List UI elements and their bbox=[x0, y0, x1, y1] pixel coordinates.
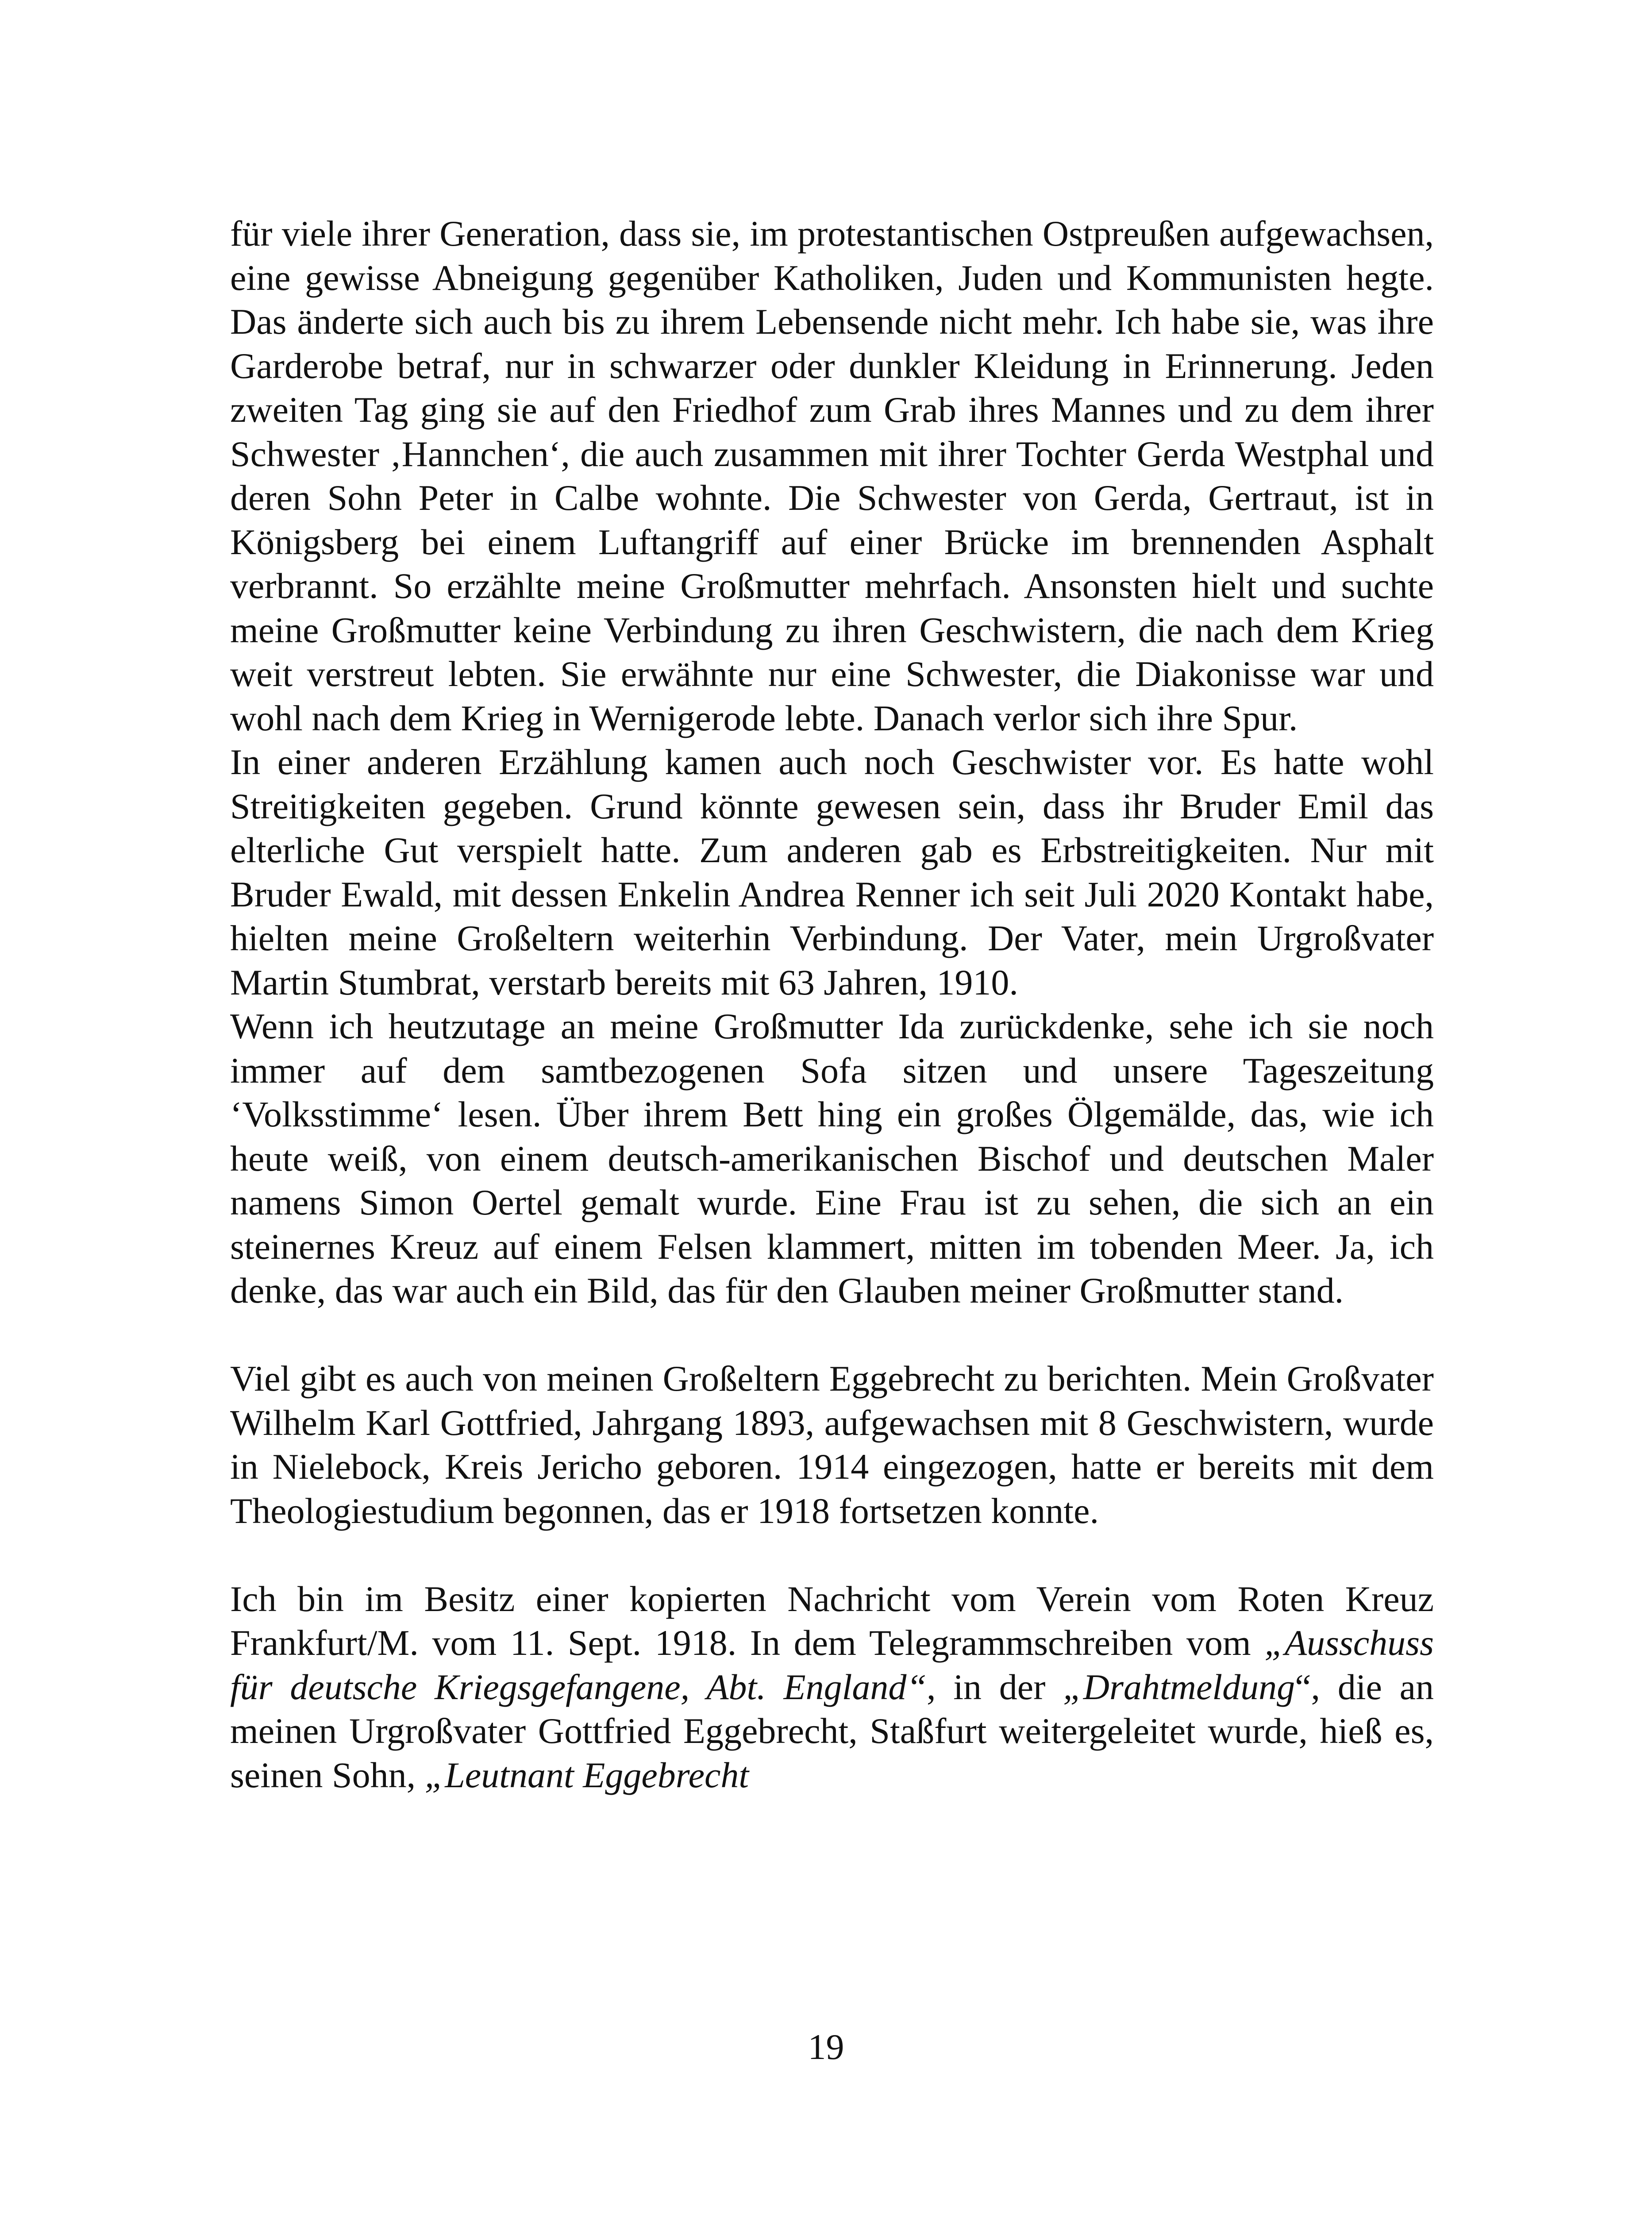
paragraph-1: für viele ihrer Generation, dass sie, im protestantischen Ostpreußen aufgewachsen, eine gewisse Abneigung gegenüber Katholiken, Juden und Kommunisten hegte. Das änderte sich auch bis zu ihrem Lebensende nicht mehr. Ich habe sie, was ihre Garderobe betraf, nur in schwarzer oder dunkler Kleidung in Erinnerung. Jeden zweiten Tag ging sie auf den Friedhof zum Grab ihres Mannes und zu dem ihrer Schwester ‚Hannchen‘, die auch zusammen mit ihrer Tochter Gerda Westphal und deren Sohn Peter in Calbe wohnte. Die Schwester von Gerda, Gertraut, ist in Königsberg bei einem Luftangriff auf einer Brücke im brennenden Asphalt verbrannt. So erzählte meine Großmutter mehrfach. Ansonsten hielt und suchte meine Großmutter keine Verbindung zu ihren Geschwistern, die nach dem Krieg weit verstreut lebten. Sie erwähnte nur eine Schwester, die Diakonisse war und wohl nach dem Krieg in Wernigerode lebte. Danach verlor sich ihre Spur. bbox=[230, 213, 1434, 738]
paragraph-gap bbox=[230, 1533, 1434, 1577]
page-number: 19 bbox=[808, 2027, 844, 2067]
paragraph-2: In einer anderen Erzählung kamen auch noch Geschwister vor. Es hatte wohl Streitigkeiten gegeben. Grund könnte gewesen sein, dass ihr Bruder Emil das elterliche Gut verspielt hatte. Zum anderen gab es Erbstreitigkeiten. Nur mit Bruder Ewald, mit dessen Enkelin Andrea Renner ich seit Juli 2020 Kontakt habe, hielten meine Großeltern weiterhin Verbindung. Der Vater, mein Urgroßvater Martin Stumbrat, verstarb bereits mit 63 Jahren, 1910. bbox=[230, 742, 1434, 1002]
paragraph-5-italic-3: „Leutnant Eggebrecht bbox=[424, 1754, 749, 1795]
paragraph-5-italic-1: „Ausschuss für deutsche Kriegsgefangene, Abt. England“ bbox=[230, 1623, 1434, 1707]
paragraph-5-text-1: Ich bin im Besitz einer kopierten Nachricht vom Verein vom Roten Kreuz Frankfurt/M. vom 11. Sept. 1918. In dem Telegrammschreiben vom bbox=[230, 1578, 1434, 1663]
paragraph-5-text-2: , in der bbox=[927, 1666, 1063, 1707]
paragraph-5 bbox=[230, 1577, 1434, 1797]
paragraph-5-text-3: “, die an meinen Urgroßvater Gottfried Eggebrecht, Staßfurt weitergeleitet wurde, hieß es, seinen Sohn, bbox=[230, 1666, 1434, 1795]
paragraph-gap bbox=[230, 1313, 1434, 1357]
body-text bbox=[230, 212, 1434, 1797]
paragraph-5-italic-2: „Drahtmeldung bbox=[1063, 1666, 1295, 1707]
paragraph-3: Wenn ich heutzutage an meine Großmutter Ida zurückdenke, sehe ich sie noch immer auf dem samtbezogenen Sofa sitzen und unsere Tageszeitung ‘Volksstimme‘ lesen. Über ihrem Bett hing ein großes Ölgemälde, das, wie ich heute weiß, von einem deutsch-amerikanischen Bischof und deutschen Maler namens Simon Oertel gemalt wurde. Eine Frau ist zu sehen, die sich an ein steinernes Kreuz auf einem Felsen klammert, mitten im tobenden Meer. Ja, ich denke, das war auch ein Bild, das für den Glauben meiner Großmutter stand. bbox=[230, 1006, 1434, 1311]
paragraph-4: Viel gibt es auch von meinen Großeltern Eggebrecht zu berichten. Mein Großvater Wilhelm Karl Gottfried, Jahrgang 1893, aufgewachsen mit 8 Geschwistern, wurde in Nielebock, Kreis Jericho geboren. 1914 eingezogen, hatte er bereits mit dem Theologiestudium begonnen, das er 1918 fortsetzen konnte. bbox=[230, 1358, 1434, 1531]
